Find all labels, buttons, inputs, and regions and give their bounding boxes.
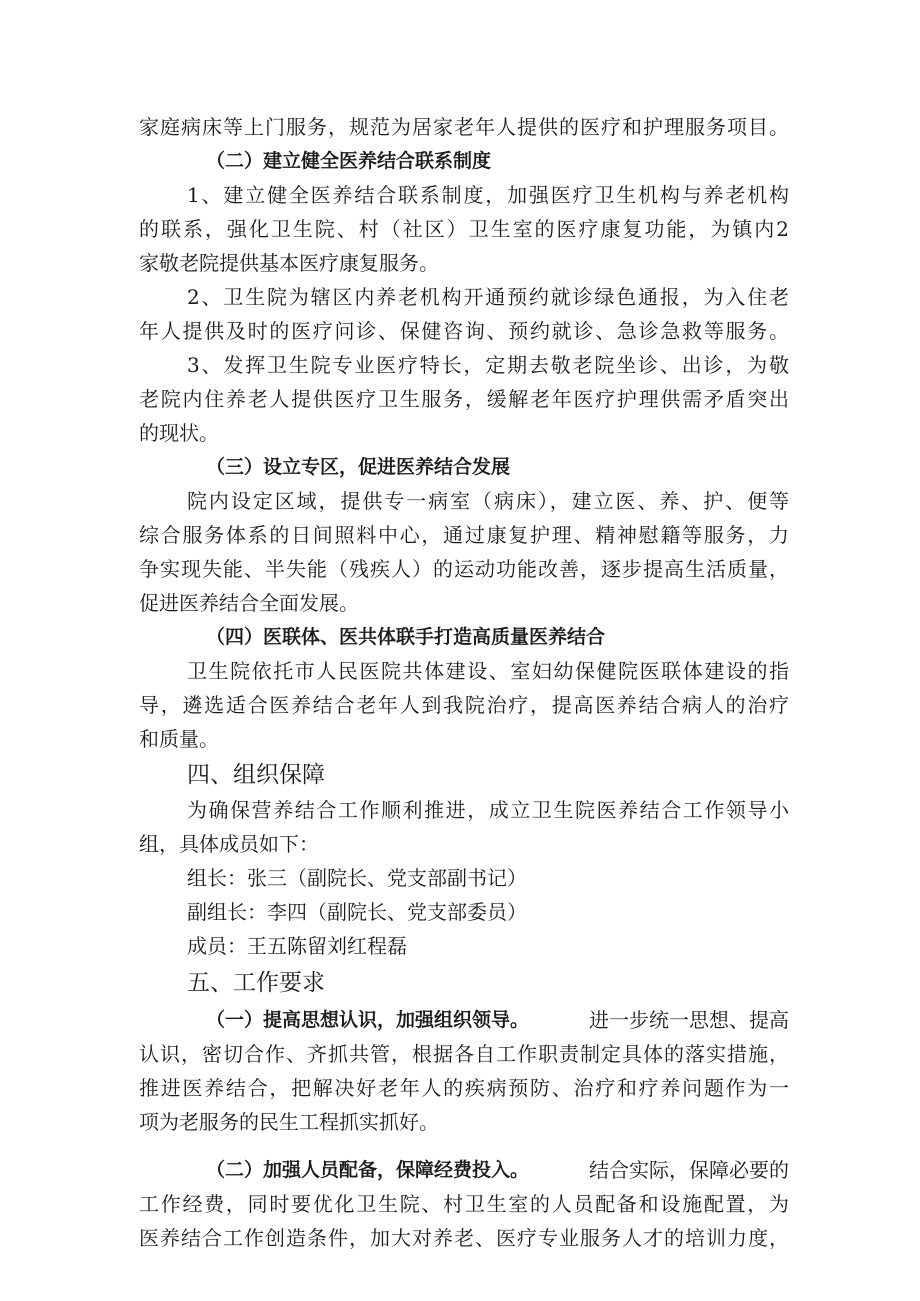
paragraph-line: 项为老服务的民生工程抓实抓好。	[139, 1110, 439, 1134]
paragraph-line: 争实现失能、半失能（残疾人）的运动功能改善，逐步提高生活质量，	[139, 557, 789, 581]
paragraph-text: 进一步统一思想、提高	[589, 1008, 789, 1032]
paragraph-line: 推进医养结合，把解决好老年人的疾病预防、治疗和疗养问题作为一	[139, 1076, 789, 1100]
paragraph-line: 和质量。	[139, 727, 219, 751]
member-line-leader: 组长：张三（副院长、党支部副书记）	[187, 866, 527, 890]
member-line-deputy: 副组长：李四（副院长、党支部委员）	[187, 900, 527, 924]
paragraph-line: 3、发挥卫生院专业医疗特长，定期去敬老院坐诊、出诊，为敬	[187, 353, 789, 377]
paragraph-line: 家敬老院提供基本医疗康复服务。	[139, 251, 439, 275]
subsection-heading: （二）建立健全医养结合联系制度	[206, 150, 492, 172]
bold-lead: （一）提高思想认识，加强组织领导。	[206, 1009, 530, 1031]
paragraph-line: 组，具体成员如下：	[139, 832, 319, 856]
paragraph-line: 2、卫生院为辖区内养老机构开通预约就诊绿色通报，为入住老	[187, 285, 789, 309]
paragraph-line: 为确保营养结合工作顺利推进，成立卫生院医养结合工作领导小	[187, 798, 789, 822]
paragraph-first-line	[206, 1153, 789, 1187]
subsection-heading: （三）设立专区，促进医养结合发展	[206, 456, 511, 478]
member-line-members: 成员：王五陈留刘红程磊	[187, 934, 407, 958]
paragraph-line: 促进医养结合全面发展。	[139, 591, 359, 615]
paragraph-text: 结合实际，保障必要的	[589, 1158, 789, 1182]
paragraph-line: 的联系，强化卫生院、村（社区）卫生室的医疗康复功能，为镇内2	[139, 217, 789, 241]
section-heading: 四、组织保障	[187, 762, 325, 788]
paragraph-line: 1、建立健全医养结合联系制度，加强医疗卫生机构与养老机构	[187, 183, 789, 207]
paragraph-first-line	[206, 1003, 789, 1037]
paragraph-line: 医养结合工作创造条件，加大对养老、医疗专业服务人才的培训力度，	[139, 1226, 789, 1250]
paragraph-line: 卫生院依托市人民医院共体建设、室妇幼保健院医联体建设的指	[187, 659, 789, 683]
paragraph-line: 年人提供及时的医疗问诊、保健咨询、预约就诊、急诊急救等服务。	[139, 319, 789, 343]
paragraph-line: 认识，密切合作、齐抓共管，根据各自工作职责制定具体的落实措施，	[139, 1042, 789, 1066]
paragraph-line: 综合服务体系的日间照料中心，通过康复护理、精神慰籍等服务，力	[139, 523, 789, 547]
section-heading: 五、工作要求	[187, 970, 325, 996]
paragraph-line: 院内设定区域，提供专一病室（病床），建立医、养、护、便等	[187, 489, 789, 513]
paragraph-line: 老院内住养老人提供医疗卫生服务，缓解老年医疗护理供需矛盾突出	[139, 387, 789, 411]
paragraph-line: 导，遴选适合医养结合老年人到我院治疗，提高医养结合病人的治疗	[139, 693, 789, 717]
bold-lead: （二）加强人员配备，保障经费投入。	[206, 1159, 530, 1181]
subsection-heading: （四）医联体、医共体联手打造高质量医养结合	[206, 626, 606, 648]
paragraph-line: 工作经费，同时要优化卫生院、村卫生室的人员配备和设施配置，为	[139, 1192, 789, 1216]
paragraph-line: 的现状。	[139, 421, 219, 445]
paragraph-line: 家庭病床等上门服务，规范为居家老年人提供的医疗和护理服务项目。	[139, 115, 789, 139]
